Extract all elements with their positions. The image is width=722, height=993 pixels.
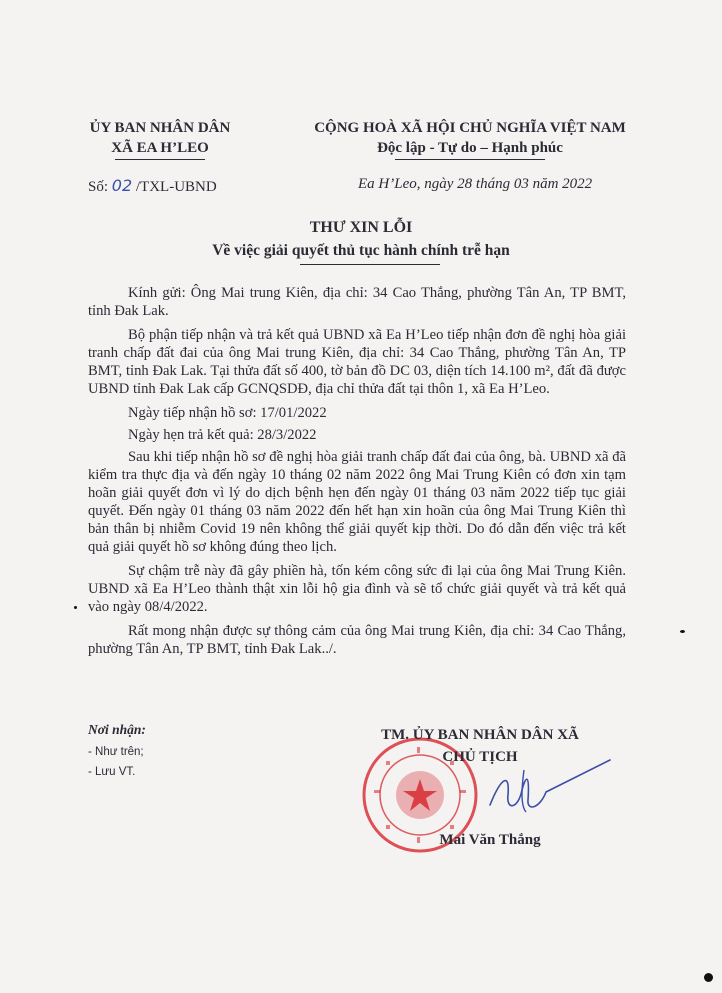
salutation-paragraph: Kính gửi: Ông Mai trung Kiên, địa chỉ: 34 Cao Thắng, phường Tân An, TP BMT, tỉnh Đak Lak. <box>88 285 626 319</box>
national-heading <box>300 118 640 160</box>
document-number-suffix: /TXL-UBND <box>132 179 217 195</box>
org-name-line1: ỦY BAN NHÂN DÂN <box>89 120 231 136</box>
due-date-line: Ngày hẹn trả kết quả: 28/3/2022 <box>128 427 317 443</box>
recipient-item: - Lưu VT. <box>88 766 136 778</box>
nation-motto: Độc lập - Tự do – Hạnh phúc <box>377 140 563 156</box>
signature-title-line: CHỦ TỊCH <box>442 749 518 765</box>
letter-title: THƯ XIN LỖI <box>309 219 413 236</box>
case-description-paragraph: Bộ phận tiếp nhận và trả kết quả UBND xã Ea H’Leo tiếp nhận đơn đề nghị hòa giải tranh chấp đất đai của ông Mai trung Kiên, địa chỉ: 34 Cao Thắng, phường Tân An, TP BMT, tỉnh Đak Lak. Tại thửa đất số 400, tờ bản đồ DC 03, diện tích 14.100 m², đất đã được UBND tỉnh Đak Lak cấp GCNQSDĐ, địa chỉ thửa đất tại thôn 1, xã Ea H’Leo. <box>88 327 626 397</box>
scan-speck <box>680 630 685 633</box>
org-name-line2: XÃ EA H’LEO <box>111 140 209 156</box>
received-date-line: Ngày tiếp nhận hồ sơ: 17/01/2022 <box>128 405 327 421</box>
handwritten-signature-icon <box>470 750 620 830</box>
document-number-handwritten: 02 <box>111 176 133 195</box>
scan-speck <box>704 973 713 982</box>
place-and-date: Ea H’Leo, ngày 28 tháng 03 năm 2022 <box>358 176 593 192</box>
recipients-heading: Nơi nhận: <box>88 722 146 737</box>
apology-paragraph: Sự chậm trễ này đã gây phiền hà, tốn kém công sức đi lại của ông Mai Trung Kiên. UBND xã Ea H’Leo thành thật xin lỗi hộ gia đình và sẽ tổ chức giải quyết và trả kết quả vào ngày 08/4/2022. <box>88 563 626 615</box>
letter-body <box>88 284 626 664</box>
org-underline <box>115 159 205 160</box>
closing-paragraph: Rất mong nhận được sự thông cảm của ông Mai trung Kiên, địa chỉ: 34 Cao Thắng, phường Tân An, TP BMT, tỉnh Đak Lak../. <box>88 623 626 657</box>
document-number <box>88 176 217 196</box>
signer-name: Mai Văn Thắng <box>439 832 541 848</box>
recipient-item: - Như trên; <box>88 746 144 758</box>
explanation-paragraph: Sau khi tiếp nhận hồ sơ đề nghị hòa giải tranh chấp đất đai của ông, bà. UBND xã đã kiểm tra thực địa và đến ngày 10 tháng 02 năm 2022 ông Mai Trung Kiên có đơn xin tạm hoãn giải quyết đơn vì lý do dịch bệnh hẹn đến ngày 01 tháng 03 năm 2022 tiếp tục giải quyết. Đến ngày 01 tháng 03 năm 2022 đến hết hạn xin hoãn của ông Mai Trung Kiên thì bản thân bị nhiễm Covid 19 nên không thể giải quyết kịp thời. Do đó dẫn đến việc trả kết quả giải quyết hồ sơ không đúng theo lịch. <box>88 449 626 555</box>
signature-org-line: TM. ỦY BAN NHÂN DÂN XÃ <box>381 727 579 743</box>
motto-underline <box>395 159 545 160</box>
document-number-prefix: Số: <box>88 179 112 195</box>
subtitle-underline <box>300 264 440 265</box>
letter-subtitle: Về việc giải quyết thủ tục hành chính trễ hạn <box>212 242 510 259</box>
scan-speck <box>74 606 77 609</box>
nation-name: CỘNG HOÀ XÃ HỘI CHỦ NGHĨA VIỆT NAM <box>314 120 626 136</box>
issuing-organization <box>60 118 260 160</box>
